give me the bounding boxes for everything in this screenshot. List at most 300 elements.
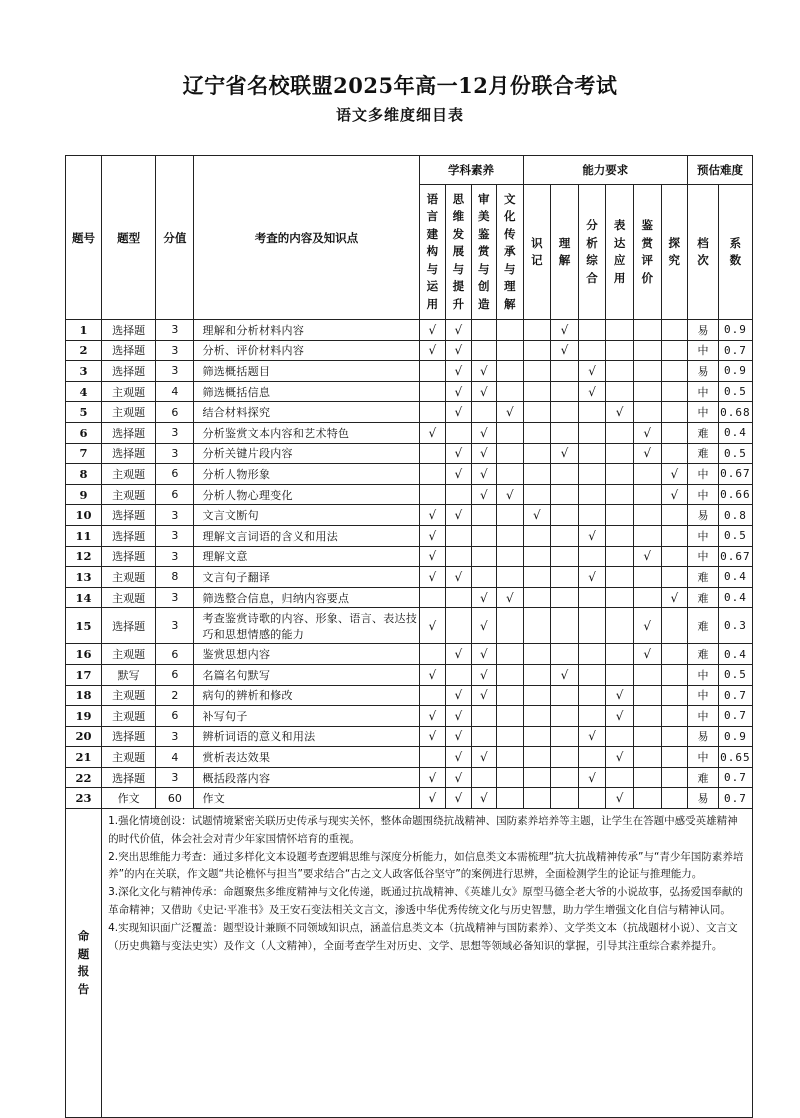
cell-ability-mark (551, 767, 579, 788)
cell-literacy-mark (497, 381, 524, 402)
cell-ability-mark (551, 685, 579, 706)
cell-question-no: 4 (66, 381, 102, 402)
page-subtitle: 语文多维度细目表 (335, 106, 464, 124)
cell-content: 辨析词语的意义和用法 (194, 726, 419, 747)
cell-content: 鉴赏思想内容 (194, 644, 419, 665)
cell-ability-mark (551, 422, 579, 443)
header-question-no: 题号 (66, 156, 102, 320)
cell-content: 分析鉴赏文本内容和艺术特色 (194, 422, 419, 443)
cell-content: 结合材料探究 (194, 402, 419, 423)
cell-question-type: 作文 (102, 788, 156, 809)
cell-literacy-mark (446, 587, 471, 608)
header-ability-express: 表达应用 (606, 185, 634, 320)
cell-ability-mark (633, 381, 661, 402)
report-paragraph: 4.实现知识面广泛覆盖：题型设计兼顾不同领域知识点，涵盖信息类文本（抗战精神与国防素养）、文学类文本（抗战题材小说）、文言文（历史典籍与变法史实）及作文（人文精神），全面考查学生对历史、文学、思想等领域必备知识的掌握，引导其注重综合素养提升。 (108, 921, 738, 952)
table-row (66, 664, 753, 685)
cell-ability-mark (578, 402, 606, 423)
cell-literacy-mark: √ (419, 525, 446, 546)
cell-question-no: 6 (66, 422, 102, 443)
report-paragraph: 2.突出思维能力考查：通过多样化文本设题考查逻辑思维与深度分析能力，如信息类文本需梳理“抗大抗战精神传承”与“青少年国防素养培养”的内在关联，作文题“共论樵怀与担当”要求结合“古之文人政客低谷坚守”的案例进行思辨，全面检测学生的论证与推理能力。 (108, 850, 744, 881)
cell-difficulty-coef: 0.3 (718, 608, 752, 644)
cell-content: 理解文言词语的含义和用法 (194, 525, 419, 546)
cell-content: 赏析表达效果 (194, 747, 419, 768)
cell-ability-mark (606, 608, 634, 644)
cell-content: 筛选概括题目 (194, 361, 419, 382)
cell-score: 3 (156, 443, 194, 464)
cell-score: 3 (156, 361, 194, 382)
cell-literacy-mark: √ (446, 685, 471, 706)
cell-ability-mark (578, 505, 606, 526)
cell-question-no: 13 (66, 567, 102, 588)
cell-literacy-mark: √ (471, 381, 496, 402)
cell-ability-mark: √ (606, 788, 634, 809)
cell-literacy-mark (497, 525, 524, 546)
cell-ability-mark (606, 567, 634, 588)
cell-ability-mark: √ (606, 747, 634, 768)
cell-ability-mark (661, 402, 688, 423)
cell-literacy-mark (497, 320, 524, 341)
cell-difficulty-coef: 0.5 (718, 381, 752, 402)
cell-literacy-mark (471, 706, 496, 727)
cell-difficulty-level: 难 (688, 587, 719, 608)
report-paragraph: 1.强化情境创设：试题情境紧密关联历史传承与现实关怀，整体命题围绕抗战精神、国防素养培养等主题，让学生在答题中感受英雄精神的时代价值，体会社会对青少年家国情怀培育的重视。 (108, 815, 738, 845)
cell-literacy-mark: √ (471, 464, 496, 485)
cell-ability-mark: √ (633, 546, 661, 567)
cell-score: 60 (156, 788, 194, 809)
cell-literacy-mark: √ (446, 747, 471, 768)
cell-ability-mark (661, 644, 688, 665)
table-row (66, 706, 753, 727)
cell-literacy-mark (471, 546, 496, 567)
cell-ability-mark (633, 340, 661, 361)
cell-literacy-mark (419, 747, 446, 768)
cell-question-type: 主观题 (102, 587, 156, 608)
cell-question-no: 18 (66, 685, 102, 706)
table-row (66, 525, 753, 546)
cell-difficulty-coef: 0.7 (718, 788, 752, 809)
cell-question-no: 9 (66, 484, 102, 505)
cell-literacy-mark (497, 747, 524, 768)
cell-question-type: 默写 (102, 664, 156, 685)
cell-difficulty-level: 中 (688, 706, 719, 727)
cell-ability-mark (661, 685, 688, 706)
page-title: 辽宁省名校联盟2025年高一12月份联合考试 (182, 73, 618, 98)
cell-ability-mark (523, 546, 551, 567)
cell-literacy-mark: √ (446, 340, 471, 361)
table-row (66, 464, 753, 485)
cell-literacy-mark (497, 361, 524, 382)
cell-ability-mark: √ (578, 767, 606, 788)
cell-ability-mark (661, 747, 688, 768)
header-difficulty-coef: 系数 (718, 185, 752, 320)
header-literacy-aesthetic: 审美鉴赏与创造 (471, 185, 496, 320)
cell-literacy-mark (497, 340, 524, 361)
cell-ability-mark: √ (578, 567, 606, 588)
table-row (66, 567, 753, 588)
cell-ability-mark (633, 706, 661, 727)
header-question-type: 题型 (102, 156, 156, 320)
cell-question-no: 7 (66, 443, 102, 464)
cell-ability-mark (633, 788, 661, 809)
cell-ability-mark (661, 340, 688, 361)
cell-ability-mark: √ (606, 685, 634, 706)
cell-ability-mark (551, 381, 579, 402)
cell-question-no: 2 (66, 340, 102, 361)
cell-literacy-mark: √ (419, 422, 446, 443)
cell-ability-mark (578, 747, 606, 768)
cell-ability-mark (523, 464, 551, 485)
cell-ability-mark: √ (633, 644, 661, 665)
cell-ability-mark (523, 525, 551, 546)
cell-literacy-mark: √ (419, 726, 446, 747)
cell-ability-mark (633, 505, 661, 526)
header-ability-appreciate: 鉴赏评价 (633, 185, 661, 320)
cell-ability-mark (606, 644, 634, 665)
cell-ability-mark (551, 505, 579, 526)
cell-question-no: 15 (66, 608, 102, 644)
cell-content: 文言句子翻译 (194, 567, 419, 588)
cell-score: 4 (156, 381, 194, 402)
cell-ability-mark (523, 608, 551, 644)
cell-ability-mark (606, 422, 634, 443)
cell-score: 6 (156, 464, 194, 485)
table-row (66, 422, 753, 443)
cell-difficulty-coef: 0.66 (718, 484, 752, 505)
cell-literacy-mark: √ (446, 706, 471, 727)
cell-ability-mark (523, 726, 551, 747)
cell-difficulty-coef: 0.4 (718, 567, 752, 588)
cell-ability-mark (661, 361, 688, 382)
cell-ability-mark (578, 587, 606, 608)
cell-question-no: 21 (66, 747, 102, 768)
cell-score: 2 (156, 685, 194, 706)
cell-literacy-mark (497, 726, 524, 747)
cell-ability-mark (523, 381, 551, 402)
cell-ability-mark (661, 706, 688, 727)
cell-ability-mark: √ (578, 726, 606, 747)
cell-literacy-mark: √ (446, 381, 471, 402)
cell-ability-mark (633, 664, 661, 685)
cell-literacy-mark: √ (497, 587, 524, 608)
cell-literacy-mark (497, 464, 524, 485)
cell-ability-mark (551, 747, 579, 768)
cell-score: 6 (156, 706, 194, 727)
cell-ability-mark: √ (578, 381, 606, 402)
cell-difficulty-level: 中 (688, 546, 719, 567)
cell-difficulty-coef: 0.4 (718, 422, 752, 443)
cell-literacy-mark: √ (419, 567, 446, 588)
cell-ability-mark (633, 567, 661, 588)
cell-ability-mark: √ (551, 443, 579, 464)
cell-literacy-mark (471, 767, 496, 788)
cell-score: 6 (156, 644, 194, 665)
cell-content: 名篇名句默写 (194, 664, 419, 685)
cell-difficulty-level: 难 (688, 567, 719, 588)
cell-literacy-mark: √ (419, 706, 446, 727)
cell-literacy-mark (446, 422, 471, 443)
cell-ability-mark (551, 644, 579, 665)
table-row (66, 320, 753, 341)
cell-literacy-mark (419, 361, 446, 382)
cell-literacy-mark (419, 464, 446, 485)
cell-content: 概括段落内容 (194, 767, 419, 788)
cell-question-type: 主观题 (102, 402, 156, 423)
cell-literacy-mark: √ (419, 664, 446, 685)
cell-ability-mark (633, 361, 661, 382)
cell-literacy-mark: √ (419, 546, 446, 567)
cell-question-no: 8 (66, 464, 102, 485)
cell-ability-mark: √ (551, 340, 579, 361)
header-ability-memorize: 识记 (523, 185, 551, 320)
cell-ability-mark (606, 361, 634, 382)
cell-ability-mark (633, 587, 661, 608)
cell-literacy-mark (497, 505, 524, 526)
cell-ability-mark (578, 608, 606, 644)
cell-literacy-mark: √ (446, 320, 471, 341)
cell-literacy-mark (471, 505, 496, 526)
cell-difficulty-level: 中 (688, 340, 719, 361)
cell-ability-mark (606, 443, 634, 464)
cell-ability-mark (578, 464, 606, 485)
table-row (66, 747, 753, 768)
cell-question-type: 选择题 (102, 767, 156, 788)
cell-literacy-mark (419, 443, 446, 464)
cell-question-no: 16 (66, 644, 102, 665)
cell-ability-mark (523, 422, 551, 443)
cell-ability-mark (523, 320, 551, 341)
cell-ability-mark: √ (661, 587, 688, 608)
cell-ability-mark (551, 608, 579, 644)
cell-ability-mark (606, 340, 634, 361)
cell-content: 分析关键片段内容 (194, 443, 419, 464)
cell-ability-mark (633, 747, 661, 768)
cell-ability-mark (578, 664, 606, 685)
table-row (66, 587, 753, 608)
cell-literacy-mark (497, 664, 524, 685)
cell-ability-mark (661, 443, 688, 464)
cell-difficulty-coef: 0.4 (718, 644, 752, 665)
cell-ability-mark: √ (551, 320, 579, 341)
cell-literacy-mark (446, 664, 471, 685)
cell-literacy-mark (419, 484, 446, 505)
cell-difficulty-level: 中 (688, 381, 719, 402)
cell-question-no: 5 (66, 402, 102, 423)
cell-ability-mark (633, 726, 661, 747)
cell-literacy-mark: √ (471, 685, 496, 706)
cell-ability-mark (633, 685, 661, 706)
cell-ability-mark (661, 381, 688, 402)
cell-score: 3 (156, 546, 194, 567)
cell-ability-mark (606, 726, 634, 747)
cell-ability-mark (633, 464, 661, 485)
cell-content: 考查鉴赏诗歌的内容、形象、语言、表达技巧和思想情感的能力 (194, 608, 419, 644)
cell-ability-mark (578, 706, 606, 727)
cell-question-no: 11 (66, 525, 102, 546)
cell-ability-mark (661, 788, 688, 809)
cell-ability-mark (578, 685, 606, 706)
cell-literacy-mark (471, 567, 496, 588)
cell-literacy-mark: √ (446, 464, 471, 485)
cell-ability-mark (523, 484, 551, 505)
cell-ability-mark (606, 484, 634, 505)
cell-difficulty-coef: 0.7 (718, 685, 752, 706)
cell-difficulty-level: 易 (688, 726, 719, 747)
cell-score: 3 (156, 608, 194, 644)
table-row (66, 361, 753, 382)
cell-ability-mark: √ (661, 484, 688, 505)
cell-literacy-mark (497, 767, 524, 788)
cell-difficulty-level: 中 (688, 525, 719, 546)
cell-ability-mark (523, 567, 551, 588)
cell-content: 补写句子 (194, 706, 419, 727)
cell-ability-mark (523, 706, 551, 727)
cell-ability-mark (578, 644, 606, 665)
cell-literacy-mark: √ (471, 422, 496, 443)
cell-literacy-mark (446, 484, 471, 505)
cell-literacy-mark (497, 644, 524, 665)
cell-question-type: 主观题 (102, 484, 156, 505)
cell-content: 分析、评价材料内容 (194, 340, 419, 361)
cell-ability-mark (578, 422, 606, 443)
cell-literacy-mark (497, 685, 524, 706)
cell-ability-mark (578, 788, 606, 809)
cell-literacy-mark: √ (471, 361, 496, 382)
cell-question-no: 3 (66, 361, 102, 382)
report-body (102, 809, 753, 1118)
cell-literacy-mark: √ (446, 726, 471, 747)
header-literacy-thinking: 思维发展与提升 (446, 185, 471, 320)
cell-difficulty-level: 中 (688, 685, 719, 706)
cell-difficulty-level: 易 (688, 505, 719, 526)
cell-literacy-mark: √ (419, 320, 446, 341)
cell-question-type: 选择题 (102, 726, 156, 747)
table-row (66, 402, 753, 423)
cell-ability-mark (578, 546, 606, 567)
report-label: 命题报告 (66, 809, 102, 1118)
cell-content: 病句的辨析和修改 (194, 685, 419, 706)
cell-score: 3 (156, 525, 194, 546)
cell-difficulty-level: 难 (688, 608, 719, 644)
cell-ability-mark (633, 402, 661, 423)
cell-literacy-mark (419, 381, 446, 402)
cell-literacy-mark: √ (471, 664, 496, 685)
cell-difficulty-level: 易 (688, 320, 719, 341)
cell-ability-mark (551, 567, 579, 588)
cell-difficulty-level: 易 (688, 361, 719, 382)
header-ability-understand: 理解 (551, 185, 579, 320)
table-body (66, 320, 753, 809)
cell-ability-mark (606, 320, 634, 341)
cell-difficulty-coef: 0.67 (718, 546, 752, 567)
cell-ability-mark (606, 525, 634, 546)
cell-difficulty-level: 中 (688, 747, 719, 768)
cell-ability-mark: √ (551, 664, 579, 685)
cell-ability-mark (661, 664, 688, 685)
cell-literacy-mark: √ (446, 443, 471, 464)
cell-ability-mark (551, 484, 579, 505)
cell-literacy-mark: √ (446, 788, 471, 809)
cell-score: 3 (156, 767, 194, 788)
cell-question-no: 22 (66, 767, 102, 788)
cell-literacy-mark (471, 525, 496, 546)
cell-literacy-mark (497, 788, 524, 809)
cell-literacy-mark: √ (446, 361, 471, 382)
cell-difficulty-coef: 0.5 (718, 664, 752, 685)
cell-ability-mark: √ (606, 706, 634, 727)
cell-literacy-mark: √ (497, 402, 524, 423)
cell-ability-mark (578, 340, 606, 361)
cell-literacy-mark: √ (446, 767, 471, 788)
cell-difficulty-level: 难 (688, 767, 719, 788)
cell-ability-mark (551, 546, 579, 567)
cell-ability-mark: √ (633, 608, 661, 644)
cell-question-type: 选择题 (102, 525, 156, 546)
cell-ability-mark (523, 747, 551, 768)
cell-question-type: 选择题 (102, 340, 156, 361)
cell-ability-mark (523, 685, 551, 706)
cell-content: 理解和分析材料内容 (194, 320, 419, 341)
cell-question-type: 主观题 (102, 567, 156, 588)
header-group-ability: 能力要求 (523, 156, 688, 185)
cell-score: 3 (156, 320, 194, 341)
cell-score: 3 (156, 726, 194, 747)
cell-ability-mark (606, 664, 634, 685)
cell-content: 分析人物形象 (194, 464, 419, 485)
report-paragraph: 3.深化文化与精神传承：命题聚焦多维度精神与文化传递，既通过抗战精神、《英雄儿女》原型马德全老大爷的小说故事，弘扬爱国奉献的革命精神；又借助《史记·平准书》及王安石变法相关文言文，渗透中华优秀传统文化与历史智慧，助力学生增强文化自信与精神认同。 (108, 886, 743, 917)
cell-literacy-mark (419, 587, 446, 608)
cell-difficulty-level: 难 (688, 422, 719, 443)
cell-literacy-mark (446, 608, 471, 644)
table-row (66, 443, 753, 464)
cell-ability-mark: √ (633, 443, 661, 464)
cell-ability-mark (523, 767, 551, 788)
cell-question-type: 主观题 (102, 464, 156, 485)
cell-literacy-mark: √ (471, 443, 496, 464)
cell-ability-mark (661, 505, 688, 526)
cell-question-no: 19 (66, 706, 102, 727)
cell-literacy-mark (497, 608, 524, 644)
cell-ability-mark (523, 361, 551, 382)
cell-literacy-mark: √ (419, 767, 446, 788)
cell-ability-mark (661, 525, 688, 546)
cell-score: 3 (156, 340, 194, 361)
cell-question-type: 主观题 (102, 644, 156, 665)
cell-score: 8 (156, 567, 194, 588)
cell-ability-mark (523, 664, 551, 685)
cell-difficulty-coef: 0.5 (718, 525, 752, 546)
cell-literacy-mark (419, 685, 446, 706)
cell-ability-mark: √ (523, 505, 551, 526)
cell-question-type: 选择题 (102, 546, 156, 567)
cell-literacy-mark (419, 402, 446, 423)
cell-ability-mark (551, 726, 579, 747)
cell-score: 6 (156, 664, 194, 685)
cell-question-type: 主观题 (102, 747, 156, 768)
cell-ability-mark (523, 443, 551, 464)
cell-ability-mark (606, 381, 634, 402)
cell-question-no: 10 (66, 505, 102, 526)
table-row (66, 484, 753, 505)
cell-ability-mark (661, 567, 688, 588)
cell-question-type: 选择题 (102, 608, 156, 644)
cell-ability-mark (523, 788, 551, 809)
cell-literacy-mark: √ (419, 340, 446, 361)
cell-literacy-mark: √ (419, 608, 446, 644)
cell-difficulty-coef: 0.7 (718, 340, 752, 361)
cell-score: 3 (156, 587, 194, 608)
spec-table (65, 155, 753, 1118)
cell-difficulty-coef: 0.65 (718, 747, 752, 768)
